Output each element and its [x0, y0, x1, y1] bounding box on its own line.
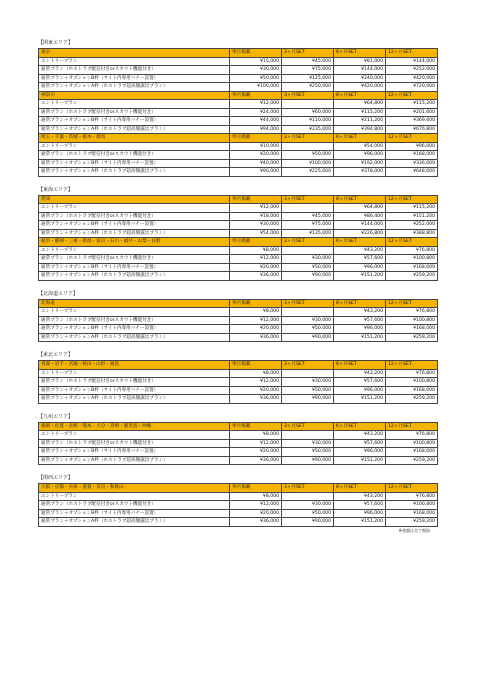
column-header: 6ヶ月SET: [334, 195, 386, 204]
price-cell: ¥24,000: [230, 108, 282, 117]
price-cell: ¥240,000: [334, 74, 386, 83]
price-cell: ¥50,000: [282, 325, 334, 334]
price-cell: ¥20,000: [230, 263, 282, 272]
price-cell: ¥252,000: [386, 66, 438, 75]
price-cell: ¥50,000: [282, 509, 334, 518]
price-cell: ¥43,200: [334, 369, 386, 378]
column-header: 6ヶ月SET: [334, 484, 386, 493]
price-cell: ¥369,600: [386, 117, 438, 126]
plan-name: 通常プラン（ホストラブ配信付きorスカウト機能付き）: [39, 439, 230, 448]
price-cell: ¥75,000: [282, 66, 334, 75]
region-name: 大阪・京都・兵庫・滋賀・奈良・和歌山: [39, 484, 230, 493]
price-cell: ¥36,000: [230, 333, 282, 342]
plan-name: 通常プラン（ホストラブ配信付きorスカウト機能付き）: [39, 108, 230, 117]
price-cell: ¥30,000: [282, 501, 334, 510]
table-row: [39, 263, 438, 272]
area-section: [38, 352, 435, 404]
price-cell: ¥64,800: [334, 204, 386, 213]
price-cell: ¥90,000: [282, 333, 334, 342]
price-cell: ¥30,000: [282, 316, 334, 325]
table-row: [39, 229, 438, 238]
table-row: [39, 518, 438, 527]
table-row: [39, 509, 438, 518]
price-table: [38, 483, 438, 527]
price-cell: ¥151,200: [334, 333, 386, 342]
price-cell: ¥76,800: [386, 308, 438, 317]
column-header: 3ヶ月SET: [282, 49, 334, 58]
table-row: [39, 431, 438, 440]
plan-name: エントリープラン: [39, 57, 230, 66]
price-cell: ¥36,000: [230, 272, 282, 281]
table-row: [39, 159, 438, 168]
column-header: 6ヶ月SET: [334, 422, 386, 431]
price-cell: [282, 492, 334, 501]
region-name: 愛知: [39, 195, 230, 204]
plan-name: 通常プラン（ホストラブ配信付きorスカウト機能付き）: [39, 212, 230, 221]
region-name: 北海道: [39, 299, 230, 308]
table-row: [39, 369, 438, 378]
area-title: 【関東エリア】: [38, 40, 74, 46]
price-cell: ¥100,800: [386, 439, 438, 448]
price-cell: ¥96,000: [334, 151, 386, 160]
price-cell: ¥12,000: [230, 204, 282, 213]
area-title: 【東北エリア】: [38, 352, 74, 358]
column-header: 6ヶ月SET: [334, 361, 386, 370]
price-cell: ¥90,000: [230, 168, 282, 177]
column-header: 12ヶ月SET: [386, 91, 438, 100]
price-cell: ¥50,000: [282, 386, 334, 395]
price-table: [38, 48, 438, 177]
plan-name: 通常プラン＋オプションB枠（サイト内専用バナー設置）: [39, 509, 230, 518]
price-cell: ¥40,000: [230, 159, 282, 168]
price-cell: ¥75,000: [282, 221, 334, 230]
table-row: [39, 308, 438, 317]
area-section: [38, 186, 435, 281]
region-name: 東京: [39, 49, 230, 58]
price-cell: ¥96,000: [334, 509, 386, 518]
price-cell: ¥36,000: [230, 456, 282, 465]
plan-name: 通常プラン＋オプションA枠（ホストラブ超高額露出プラン）: [39, 395, 230, 404]
area-section: [38, 290, 435, 343]
price-cell: ¥50,000: [230, 74, 282, 83]
column-header: 単月掲載: [230, 484, 282, 493]
table-row: [39, 168, 438, 177]
plan-name: エントリープラン: [39, 142, 230, 151]
price-cell: ¥259,200: [386, 272, 438, 281]
price-cell: ¥20,000: [230, 386, 282, 395]
price-cell: ¥57,600: [334, 255, 386, 264]
plan-name: エントリープラン: [39, 204, 230, 213]
column-header: 単月掲載: [230, 238, 282, 247]
table-row: [39, 456, 438, 465]
price-cell: ¥388,800: [386, 229, 438, 238]
price-cell: ¥720,000: [386, 83, 438, 92]
column-header: 6ヶ月SET: [334, 91, 386, 100]
price-cell: ¥54,000: [230, 229, 282, 238]
table-row: [39, 448, 438, 457]
column-header: 3ヶ月SET: [282, 238, 334, 247]
price-cell: ¥18,000: [230, 212, 282, 221]
price-cell: ¥96,000: [334, 325, 386, 334]
table-row: [39, 204, 438, 213]
column-header: 12ヶ月SET: [386, 134, 438, 143]
plan-name: 通常プラン（ホストラブ配信付きorスカウト機能付き）: [39, 66, 230, 75]
price-cell: [282, 100, 334, 109]
price-cell: ¥54,000: [334, 142, 386, 151]
price-cell: ¥259,200: [386, 333, 438, 342]
plan-name: 通常プラン＋オプションA枠（ホストラブ超高額露出プラン）: [39, 125, 230, 134]
price-cell: ¥43,200: [334, 308, 386, 317]
price-cell: ¥250,000: [282, 83, 334, 92]
price-cell: ¥144,000: [334, 66, 386, 75]
table-row: [39, 117, 438, 126]
price-cell: ¥43,200: [334, 246, 386, 255]
price-cell: ¥30,000: [282, 378, 334, 387]
price-cell: ¥15,000: [230, 57, 282, 66]
tax-note: ※金額は全て税抜: [398, 527, 430, 533]
column-header: 12ヶ月SET: [386, 361, 438, 370]
price-cell: ¥168,000: [386, 151, 438, 160]
plan-name: 通常プラン＋オプションA枠（ホストラブ超高額露出プラン）: [39, 456, 230, 465]
price-cell: ¥225,000: [282, 168, 334, 177]
table-row: [39, 57, 438, 66]
table-row: [39, 316, 438, 325]
price-cell: ¥94,000: [230, 125, 282, 134]
region-name: 神奈川: [39, 91, 230, 100]
plan-name: エントリープラン: [39, 246, 230, 255]
column-header: 単月掲載: [230, 49, 282, 58]
price-cell: ¥90,000: [282, 395, 334, 404]
column-header: 12ヶ月SET: [386, 484, 438, 493]
table-row: [39, 212, 438, 221]
region-header-row: [39, 49, 438, 58]
price-cell: ¥259,200: [386, 456, 438, 465]
price-cell: ¥420,000: [334, 83, 386, 92]
plan-name: 通常プラン＋オプションB枠（サイト内専用バナー設置）: [39, 117, 230, 126]
price-cell: ¥45,000: [282, 57, 334, 66]
price-cell: ¥36,000: [230, 518, 282, 527]
column-header: 3ヶ月SET: [282, 484, 334, 493]
column-header: 12ヶ月SET: [386, 422, 438, 431]
table-row: [39, 66, 438, 75]
price-cell: ¥168,000: [386, 509, 438, 518]
price-cell: [282, 204, 334, 213]
price-cell: ¥168,000: [386, 448, 438, 457]
price-cell: [282, 308, 334, 317]
price-table: [38, 360, 438, 404]
price-cell: ¥57,600: [334, 378, 386, 387]
region-name: 岐阜・静岡・三重・新潟・富山・石川・福井・山梨・長野: [39, 238, 230, 247]
price-cell: ¥201,600: [386, 108, 438, 117]
price-cell: ¥30,000: [230, 66, 282, 75]
price-cell: ¥676,800: [386, 125, 438, 134]
price-cell: ¥168,000: [386, 263, 438, 272]
column-header: 3ヶ月SET: [282, 361, 334, 370]
plan-name: エントリープラン: [39, 100, 230, 109]
table-row: [39, 74, 438, 83]
price-cell: ¥115,200: [386, 204, 438, 213]
price-cell: ¥151,200: [334, 395, 386, 404]
price-cell: ¥259,200: [386, 395, 438, 404]
price-cell: ¥20,000: [230, 448, 282, 457]
table-row: [39, 151, 438, 160]
price-cell: ¥648,000: [386, 168, 438, 177]
price-table: [38, 195, 438, 281]
table-row: [39, 386, 438, 395]
column-header: 3ヶ月SET: [282, 134, 334, 143]
price-document: [38, 40, 435, 544]
column-header: 6ヶ月SET: [334, 238, 386, 247]
column-header: 6ヶ月SET: [334, 134, 386, 143]
area-title: 【関西エリア】: [38, 475, 74, 481]
area-title: 【北海道エリア】: [38, 290, 79, 297]
plan-name: 通常プラン＋オプションB枠（サイト内専用バナー設置）: [39, 263, 230, 272]
price-cell: ¥168,000: [386, 386, 438, 395]
plan-name: 通常プラン＋オプションB枠（サイト内専用バナー設置）: [39, 325, 230, 334]
area-section: [38, 40, 435, 177]
area-section: [38, 475, 435, 534]
price-cell: ¥57,600: [334, 439, 386, 448]
price-cell: ¥30,000: [282, 255, 334, 264]
table-row: [39, 325, 438, 334]
column-header: 3ヶ月SET: [282, 422, 334, 431]
price-cell: ¥135,000: [282, 229, 334, 238]
price-cell: ¥76,800: [386, 492, 438, 501]
price-cell: ¥8,000: [230, 308, 282, 317]
region-header-row: [39, 195, 438, 204]
plan-name: 通常プラン＋オプションB枠（サイト内専用バナー設置）: [39, 221, 230, 230]
table-row: [39, 246, 438, 255]
price-cell: ¥86,400: [334, 212, 386, 221]
price-cell: ¥8,000: [230, 369, 282, 378]
plan-name: エントリープラン: [39, 431, 230, 440]
price-cell: ¥30,000: [230, 221, 282, 230]
plan-name: 通常プラン＋オプションA枠（ホストラブ超高額露出プラン）: [39, 272, 230, 281]
price-cell: ¥90,000: [282, 272, 334, 281]
price-cell: ¥10,000: [230, 142, 282, 151]
column-header: 3ヶ月SET: [282, 91, 334, 100]
price-cell: ¥378,000: [334, 168, 386, 177]
price-cell: ¥76,800: [386, 369, 438, 378]
plan-name: 通常プラン＋オプションA枠（ホストラブ超高額露出プラン）: [39, 229, 230, 238]
price-cell: ¥8,000: [230, 431, 282, 440]
price-cell: ¥50,000: [282, 151, 334, 160]
table-row: [39, 255, 438, 264]
price-cell: [282, 246, 334, 255]
region-header-row: [39, 238, 438, 247]
price-cell: ¥20,000: [230, 151, 282, 160]
price-cell: ¥151,200: [334, 518, 386, 527]
plan-name: 通常プラン＋オプションA枠（ホストラブ超高額露出プラン）: [39, 83, 230, 92]
price-cell: ¥8,000: [230, 492, 282, 501]
price-cell: [282, 142, 334, 151]
price-cell: ¥100,000: [230, 83, 282, 92]
price-cell: ¥60,000: [282, 108, 334, 117]
price-cell: ¥76,800: [386, 431, 438, 440]
price-cell: ¥57,600: [334, 501, 386, 510]
price-cell: ¥235,000: [282, 125, 334, 134]
price-cell: ¥12,000: [230, 439, 282, 448]
column-header: 12ヶ月SET: [386, 238, 438, 247]
price-cell: ¥43,200: [334, 431, 386, 440]
plan-name: 通常プラン＋オプションB枠（サイト内専用バナー設置）: [39, 74, 230, 83]
price-cell: ¥50,000: [282, 448, 334, 457]
price-cell: ¥20,000: [230, 509, 282, 518]
column-header: 単月掲載: [230, 299, 282, 308]
table-row: [39, 395, 438, 404]
price-cell: ¥394,800: [334, 125, 386, 134]
price-cell: ¥420,000: [386, 74, 438, 83]
table-row: [39, 221, 438, 230]
price-cell: ¥151,200: [334, 272, 386, 281]
price-cell: ¥76,800: [386, 246, 438, 255]
plan-name: エントリープラン: [39, 308, 230, 317]
table-row: [39, 100, 438, 109]
plan-name: 通常プラン＋オプションB枠（サイト内専用バナー設置）: [39, 386, 230, 395]
plan-name: 通常プラン（ホストラブ配信付きorスカウト機能付き）: [39, 501, 230, 510]
table-row: [39, 142, 438, 151]
table-row: [39, 272, 438, 281]
column-header: 12ヶ月SET: [386, 195, 438, 204]
plan-name: エントリープラン: [39, 369, 230, 378]
column-header: 3ヶ月SET: [282, 195, 334, 204]
price-cell: ¥12,000: [230, 100, 282, 109]
price-cell: ¥81,000: [334, 57, 386, 66]
plan-name: エントリープラン: [39, 492, 230, 501]
price-cell: ¥96,000: [334, 448, 386, 457]
region-header-row: [39, 134, 438, 143]
plan-name: 通常プラン（ホストラブ配信付きorスカウト機能付き）: [39, 151, 230, 160]
price-cell: ¥20,000: [230, 325, 282, 334]
price-cell: ¥144,000: [386, 57, 438, 66]
region-name: 青森・岩手・宮城・秋田・山形・福島: [39, 361, 230, 370]
price-cell: ¥100,800: [386, 255, 438, 264]
column-header: 単月掲載: [230, 422, 282, 431]
area-section: [38, 413, 435, 466]
price-table: [38, 299, 438, 343]
column-header: 12ヶ月SET: [386, 49, 438, 58]
region-header-row: [39, 422, 438, 431]
price-cell: ¥100,800: [386, 316, 438, 325]
price-table: [38, 422, 438, 466]
area-title: 【九州エリア】: [38, 413, 74, 420]
price-cell: ¥192,000: [334, 159, 386, 168]
price-cell: ¥168,000: [386, 325, 438, 334]
region-header-row: [39, 484, 438, 493]
price-cell: ¥12,000: [230, 501, 282, 510]
price-cell: ¥96,000: [334, 386, 386, 395]
plan-name: 通常プラン＋オプションA枠（ホストラブ超高額露出プラン）: [39, 168, 230, 177]
price-cell: ¥12,000: [230, 255, 282, 264]
price-cell: ¥12,000: [230, 378, 282, 387]
column-header: 6ヶ月SET: [334, 49, 386, 58]
plan-name: 通常プラン＋オプションB枠（サイト内専用バナー設置）: [39, 448, 230, 457]
plan-name: 通常プラン＋オプションA枠（ホストラブ超高額露出プラン）: [39, 518, 230, 527]
price-cell: [282, 369, 334, 378]
table-row: [39, 501, 438, 510]
region-name: 埼玉・千葉・茨城・栃木・群馬: [39, 134, 230, 143]
price-cell: ¥90,000: [282, 518, 334, 527]
price-cell: ¥259,200: [386, 518, 438, 527]
price-cell: ¥151,200: [334, 456, 386, 465]
plan-name: 通常プラン（ホストラブ配信付きorスカウト機能付き）: [39, 378, 230, 387]
price-cell: ¥43,200: [334, 492, 386, 501]
price-cell: ¥44,000: [230, 117, 282, 126]
region-header-row: [39, 91, 438, 100]
price-cell: ¥226,800: [334, 229, 386, 238]
plan-name: 通常プラン（ホストラブ配信付きorスカウト機能付き）: [39, 255, 230, 264]
price-cell: ¥57,600: [334, 316, 386, 325]
region-header-row: [39, 299, 438, 308]
table-row: [39, 492, 438, 501]
price-cell: ¥50,000: [282, 263, 334, 272]
plan-name: 通常プラン＋オプションA枠（ホストラブ超高額露出プラン）: [39, 333, 230, 342]
price-cell: ¥252,000: [386, 221, 438, 230]
table-row: [39, 439, 438, 448]
price-cell: ¥100,800: [386, 501, 438, 510]
table-row: [39, 125, 438, 134]
price-cell: ¥211,200: [334, 117, 386, 126]
table-row: [39, 108, 438, 117]
column-header: 12ヶ月SET: [386, 299, 438, 308]
column-header: 単月掲載: [230, 91, 282, 100]
price-cell: ¥45,000: [282, 212, 334, 221]
price-cell: ¥90,000: [282, 456, 334, 465]
price-cell: ¥336,000: [386, 159, 438, 168]
plan-name: 通常プラン（ホストラブ配信付きorスカウト機能付き）: [39, 316, 230, 325]
column-header: 単月掲載: [230, 134, 282, 143]
price-cell: ¥115,200: [334, 108, 386, 117]
region-header-row: [39, 361, 438, 370]
plan-name: 通常プラン＋オプションB枠（サイト内専用バナー設置）: [39, 159, 230, 168]
price-cell: ¥125,000: [282, 74, 334, 83]
column-header: 単月掲載: [230, 195, 282, 204]
table-row: [39, 83, 438, 92]
price-cell: ¥8,000: [230, 246, 282, 255]
price-cell: ¥36,000: [230, 395, 282, 404]
price-cell: [282, 431, 334, 440]
price-cell: ¥151,200: [386, 212, 438, 221]
area-title: 【東海エリア】: [38, 186, 74, 193]
price-cell: ¥64,800: [334, 100, 386, 109]
table-row: [39, 333, 438, 342]
price-cell: ¥110,000: [282, 117, 334, 126]
table-row: [39, 378, 438, 387]
column-header: 単月掲載: [230, 361, 282, 370]
price-cell: ¥30,000: [282, 439, 334, 448]
column-header: 6ヶ月SET: [334, 299, 386, 308]
column-header: 3ヶ月SET: [282, 299, 334, 308]
price-cell: ¥96,000: [334, 263, 386, 272]
region-name: 福岡・佐賀・長崎・熊本・大分・宮崎・鹿児島・沖縄: [39, 422, 230, 431]
price-cell: ¥100,000: [282, 159, 334, 168]
price-cell: ¥144,000: [334, 221, 386, 230]
price-cell: ¥100,800: [386, 378, 438, 387]
price-cell: ¥115,200: [386, 100, 438, 109]
price-cell: ¥96,000: [386, 142, 438, 151]
price-cell: ¥12,000: [230, 316, 282, 325]
